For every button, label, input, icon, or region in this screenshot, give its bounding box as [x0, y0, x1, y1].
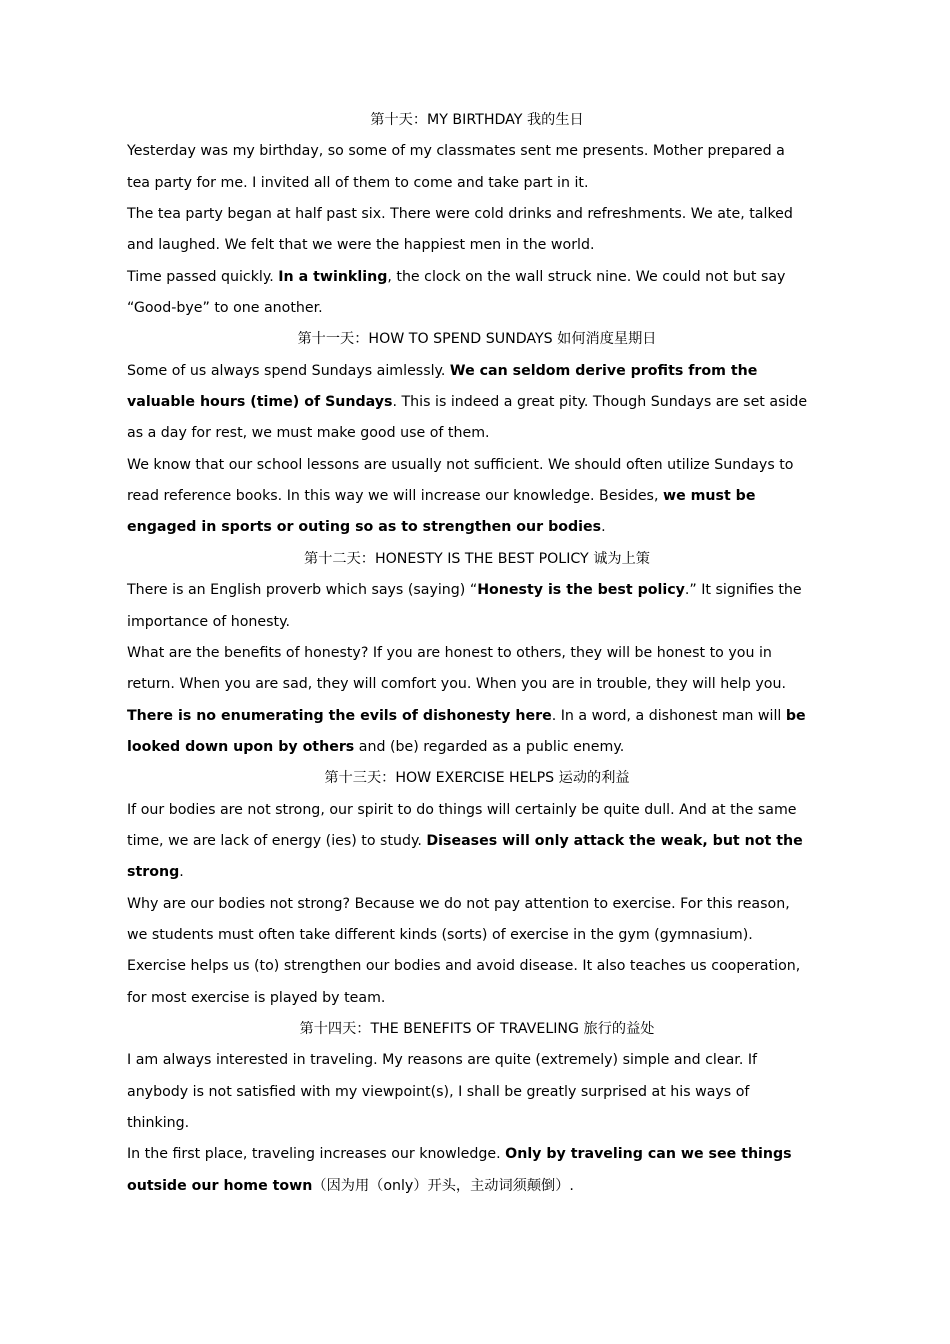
text-run: . — [179, 864, 184, 881]
paragraph-line — [127, 1139, 827, 1170]
text-run: I am always interested in traveling. My reasons are quite (extremely) simple and clear. If — [127, 1052, 758, 1069]
paragraph-line — [127, 293, 827, 324]
paragraph-line — [127, 638, 827, 669]
bold-phrase: looked down upon by others — [127, 738, 355, 755]
text-run: read reference books. In this way we will increase our knowledge. Besides, — [127, 488, 663, 505]
section-heading: 第十二天：HONESTY IS THE BEST POLICY 诚为上策 — [304, 550, 650, 567]
section-heading: 第十三天：HOW EXERCISE HELPS 运动的利益 — [324, 770, 630, 787]
text-run: . This is indeed a great pity. Though Sundays are set aside — [392, 394, 808, 411]
paragraph-line — [127, 669, 827, 700]
paragraph-line — [127, 607, 827, 638]
text-run: . In a word, a dishonest man will — [551, 707, 786, 724]
paragraph-line — [127, 1171, 827, 1202]
paragraph-line — [127, 701, 827, 732]
section-heading: 第十天：MY BIRTHDAY 我的生日 — [370, 112, 584, 128]
paragraph-line — [127, 1045, 827, 1076]
bold-phrase: we must be — [662, 488, 756, 505]
text-run: Some of us always spend Sundays aimlessly. — [127, 362, 450, 379]
text-run: Why are our bodies not strong? Because we do not pay attention to exercise. For this reason, — [127, 895, 790, 912]
bold-phrase: engaged in sports or outing so as to strengthen our bodies — [127, 519, 602, 536]
paragraph-line — [127, 1108, 827, 1139]
bold-phrase: be — [785, 707, 806, 724]
paragraph-line — [127, 168, 827, 199]
bold-phrase: valuable hours (time) of Sundays — [127, 394, 393, 411]
paragraph-line — [127, 1077, 827, 1108]
text-run: “Good-bye” to one another. — [127, 300, 323, 317]
text-run: we students must often take different kinds (sorts) of exercise in the gym (gymnasium). — [127, 926, 753, 943]
text-run: , the clock on the wall struck nine. We could not but say — [387, 268, 786, 285]
paragraph-line — [127, 732, 827, 763]
paragraph-line — [127, 230, 827, 261]
text-run: .” It signifies the — [684, 582, 802, 599]
text-run: . — [601, 519, 606, 536]
bold-phrase: strong — [127, 864, 180, 881]
paragraph-line — [127, 387, 827, 418]
paragraph-line — [127, 951, 827, 982]
document-body — [127, 105, 827, 1202]
bold-phrase: Diseases will only attack the weak, but not the — [426, 832, 803, 849]
paragraph-line — [127, 575, 827, 606]
paragraph-line — [127, 857, 827, 888]
text-run: as a day for rest, we must make good use of them. — [127, 425, 490, 442]
paragraph-line — [127, 826, 827, 857]
paragraph-line — [127, 450, 827, 481]
text-run: （因为用（only）开头，主动词须颠倒）. — [312, 1177, 574, 1194]
paragraph-line — [127, 920, 827, 951]
section-heading: 第十一天：HOW TO SPEND SUNDAYS 如何消度星期日 — [297, 331, 657, 348]
bold-phrase: We can seldom derive profits from the — [449, 362, 758, 379]
paragraph-line — [127, 512, 827, 543]
paragraph-line — [127, 983, 827, 1014]
text-run: If our bodies are not strong, our spirit to do things will certainly be quite dull. And at the same — [127, 801, 797, 818]
text-run: time, we are lack of energy (ies) to study. — [127, 832, 427, 849]
section-heading: 第十四天：THE BENEFITS OF TRAVELING 旅行的益处 — [299, 1020, 655, 1037]
text-run: We know that our school lessons are usually not sufficient. We should often utilize Sundays to — [127, 456, 794, 473]
paragraph-line — [127, 199, 827, 230]
text-run: thinking. — [127, 1115, 190, 1131]
text-run: In the first place, traveling increases our knowledge. — [127, 1146, 506, 1163]
text-run: anybody is not satisfied with my viewpoint(s), I shall be greatly surprised at his ways of — [127, 1083, 750, 1100]
text-run: and laughed. We felt that we were the happiest men in the world. — [127, 237, 595, 254]
bold-phrase: In a twinkling — [278, 268, 388, 285]
bold-phrase: Only by traveling can we see things — [505, 1146, 792, 1163]
bold-phrase: outside our home town — [127, 1177, 313, 1194]
text-run: There is an English proverb which says (saying) “ — [127, 582, 478, 599]
text-run: and (be) regarded as a public enemy. — [354, 738, 625, 755]
text-run: What are the benefits of honesty? If you are honest to others, they will be honest to you in — [127, 644, 772, 661]
text-run: tea party for me. I invited all of them to come and take part in it. — [127, 174, 589, 191]
paragraph-line — [127, 418, 827, 449]
paragraph-line — [127, 136, 827, 167]
text-run: Yesterday was my birthday, so some of my classmates sent me presents. Mother prepared a — [127, 143, 785, 160]
paragraph-line — [127, 262, 827, 293]
paragraph-line — [127, 481, 827, 512]
paragraph-line — [127, 795, 827, 826]
text-run: Exercise helps us (to) strengthen our bodies and avoid disease. It also teaches us cooperation, — [127, 958, 801, 975]
bold-phrase: Honesty is the best policy — [477, 582, 685, 599]
bold-phrase: There is no enumerating the evils of dishonesty here — [127, 707, 552, 724]
text-run: for most exercise is played by team. — [127, 989, 386, 1006]
text-run: importance of honesty. — [127, 613, 290, 630]
text-run: Time passed quickly. — [127, 268, 279, 285]
paragraph-line — [127, 889, 827, 920]
text-run: return. When you are sad, they will comfort you. When you are in trouble, they will help you. — [127, 676, 786, 693]
paragraph-line — [127, 356, 827, 387]
text-run: The tea party began at half past six. There were cold drinks and refreshments. We ate, talked — [127, 206, 793, 223]
